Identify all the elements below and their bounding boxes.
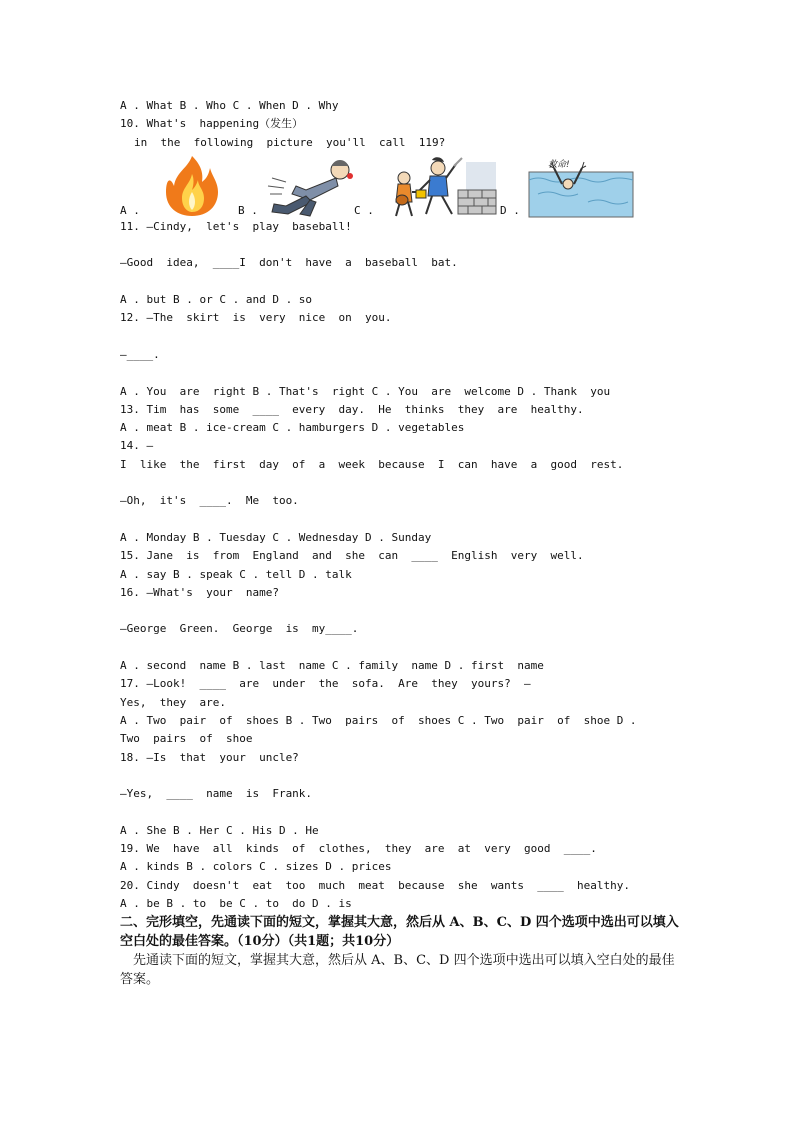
- q18-options: A . She B . Her C . His D . He: [120, 823, 319, 837]
- pic-label-c: C .: [354, 203, 374, 217]
- q15-stem: 15. Jane is from England and she can ____ English very well.: [120, 549, 584, 563]
- q16-dialogue: —George Green. George is my____.: [120, 622, 359, 636]
- worksheet-page: [120, 97, 680, 989]
- q10-stem-cont: in the following picture you'll call 119?: [134, 135, 446, 149]
- q18-stem: 18. —Is that your uncle?: [120, 750, 299, 764]
- q14-stem: 14. —: [120, 439, 154, 453]
- q12-options: A . You are right B . That's right C . You are welcome D . Thank you: [120, 384, 611, 398]
- q20-options: A . be B . to be C . to do D . is: [120, 896, 352, 910]
- running-man-picture-icon: [266, 156, 358, 218]
- pic-label-b: B .: [238, 203, 258, 217]
- q13-options: A . meat B . ice-cream C . hamburgers D . vegetables: [120, 421, 465, 435]
- robbery-picture-icon: [382, 156, 498, 218]
- q17-stem: 17. —Look! ____ are under the sofa. Are they yours? —: [120, 677, 531, 691]
- help-sign: 救命!: [548, 159, 570, 170]
- fire-picture-icon: [158, 154, 226, 218]
- q10-picture-options: [120, 152, 680, 218]
- q14-stem-cont: I like the first day of a week because I can have a good rest.: [120, 457, 624, 471]
- q12-stem: 12. —The skirt is very nice on you.: [120, 311, 392, 325]
- q9-options: A . What B . Who C . When D . Why: [120, 99, 339, 112]
- q18-dialogue: —Yes, ____ name is Frank.: [120, 787, 313, 801]
- q15-options: A . say B . speak C . tell D . talk: [120, 567, 352, 581]
- q14-dialogue: —Oh, it's ____. Me too.: [120, 494, 299, 508]
- q12-dialogue: —____.: [120, 347, 160, 361]
- q11-dialogue: —Good idea, ____I don't have a baseball bat.: [120, 256, 458, 270]
- pic-label-a: A .: [120, 203, 140, 217]
- drowning-picture-icon: [528, 154, 634, 218]
- q11-options: A . but B . or C . and D . so: [120, 293, 313, 307]
- q10-stem: 10. What's happening（发生）: [120, 117, 304, 131]
- q17-options: A . Two pair of shoes B . Two pairs of shoes C . Two pair of shoe D .: [120, 713, 637, 727]
- q11-stem: 11. —Cindy, let's play baseball!: [120, 219, 352, 233]
- q17-stem-cont: Yes, they are.: [120, 695, 226, 709]
- q17-options-cont: Two pairs of shoe: [120, 732, 253, 746]
- q19-stem: 19. We have all kinds of clothes, they are at very good ____.: [120, 841, 597, 855]
- q16-options: A . second name B . last name C . family name D . first name: [120, 659, 544, 673]
- q20-stem: 20. Cindy doesn't eat too much meat because she wants ____ healthy.: [120, 878, 630, 892]
- section-two-instructions: 先通读下面的短文，掌握其大意，然后从 A、B、C、D 四个选项中选出可以填入空白处的最佳答案。: [120, 953, 675, 988]
- section-two-heading: 二、完形填空，先通读下面的短文，掌握其大意，然后从 A、B、C、D 四个选项中选出可以填入空白处的最佳答案。（10分）（共1题；共10分）: [120, 915, 679, 950]
- q16-stem: 16. —What's your name?: [120, 585, 279, 599]
- q19-options: A . kinds B . colors C . sizes D . prices: [120, 860, 392, 874]
- q14-options: A . Monday B . Tuesday C . Wednesday D . Sunday: [120, 530, 432, 544]
- pic-label-d: D .: [500, 203, 520, 217]
- q13-stem: 13. Tim has some ____ every day. He thinks they are healthy.: [120, 402, 584, 416]
